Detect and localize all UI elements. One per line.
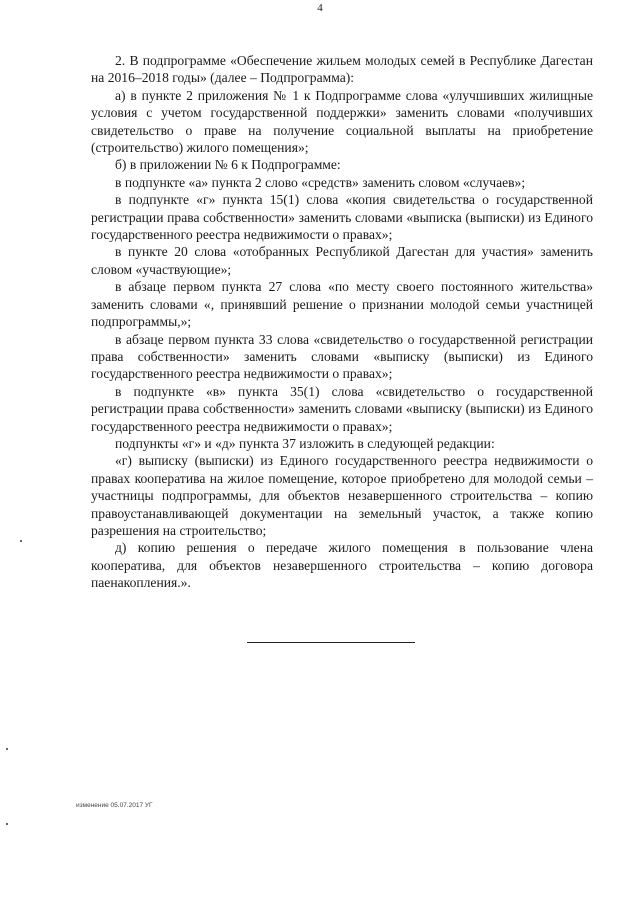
section-divider (247, 642, 415, 643)
paragraph: в подпункте «в» пункта 35(1) слова «свидетельство о государственной регистрации права собственности» заменить словами «выписку (выписки) из Единого государственного реестра недвижимости о правах»; (91, 383, 593, 434)
paragraph: в подпункте «г» пункта 15(1) слова «копия свидетельства о государственной регистрации права собственности» заменить словами «выписка (выписки) из Единого государственного реестра недвижимости о правах»; (91, 192, 593, 243)
paragraph: в абзаце первом пункта 33 слова «свидетельство о государственной регистрации права собственности» заменить словами «выписку (выписки) из Единого государственного реестра недвижимости о правах»; (91, 331, 593, 382)
paragraph: в абзаце первом пункта 27 слова «по месту своего постоянного жительства» заменить словами «, принявший решение о признании молодой семьи участницей подпрограммы,»; (91, 279, 593, 330)
page-number: 4 (317, 2, 323, 14)
footer-note: изменение 05.07.2017 УГ (76, 802, 153, 809)
document-body (91, 52, 593, 592)
paragraph: б) в приложении № 6 к Подпрограмме: (115, 157, 341, 173)
paragraph: в подпункте «а» пункта 2 слово «средств» заменить словом «случаев»; (115, 174, 526, 190)
paragraph: подпункты «г» и «д» пункта 37 изложить в следующей редакции: (115, 435, 495, 451)
scan-speck (6, 823, 8, 825)
paragraph: д) копию решения о передаче жилого помещения в пользование члена кооператива, для объектов незавершенного строительства – копию договора паенакопления.». (91, 540, 593, 591)
paragraph: в пункте 20 слова «отобранных Республикой Дагестан для участия» заменить словом «участвующие»; (91, 244, 593, 277)
scan-speck (6, 748, 8, 750)
paragraph: «г) выписку (выписки) из Единого государственного реестра недвижимости о правах кооператива на жилое помещение, которое приобретено для молодой семьи – участницы подпрограммы, для объектов незавершенного строительства – копию правоустанавливающей документации на земельный участок, а также копию разрешения на строительство; (91, 453, 593, 538)
paragraph: 2. В подпрограмме «Обеспечение жильем молодых семей в Республике Дагестан на 2016–2018 годы» (далее – Подпрограмма): (91, 53, 593, 86)
paragraph: а) в пункте 2 приложения № 1 к Подпрограмме слова «улучшивших жилищные условия с учетом государственной поддержки» заменить словами «получивших свидетельство о праве на получение социальной выплаты на приобретение (строительство) жилого помещения»; (91, 87, 593, 156)
scan-speck (20, 540, 22, 542)
